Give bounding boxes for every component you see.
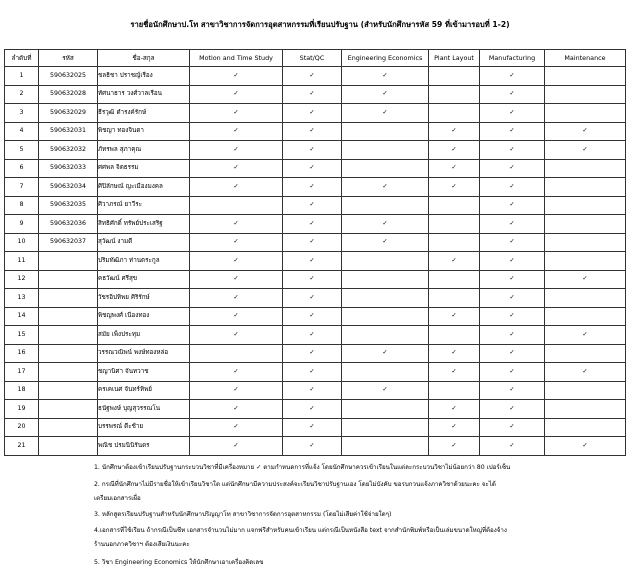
check-mark-plant-layout: ✓ — [429, 252, 480, 271]
student-name: บรรพรณ์ ดีะช้าย — [98, 418, 190, 437]
check-mark-stat-qc: ✓ — [283, 400, 342, 419]
check-mark-engineering-economics: ✓ — [342, 233, 429, 252]
check-mark-plant-layout: ✓ — [429, 307, 480, 326]
check-mark-manufacturing: ✓ — [480, 141, 545, 160]
table-row — [5, 289, 626, 308]
student-name: วรรณวณิพน์ พงษ์ทองหล่อ — [98, 344, 190, 363]
table-row — [5, 252, 626, 271]
check-mark-stat-qc: ✓ — [283, 289, 342, 308]
student-id — [39, 252, 98, 271]
check-mark-stat-qc: ✓ — [283, 363, 342, 382]
check-mark-motion-time-study: ✓ — [190, 289, 283, 308]
empty-cell-plant-layout — [429, 326, 480, 345]
student-name: ทัศนาธาร วงศ์วาลเรือน — [98, 85, 190, 104]
empty-cell-maintenance — [545, 344, 626, 363]
check-mark-plant-layout: ✓ — [429, 159, 480, 178]
note-4-cont: ร้านนอกภาควิชาฯ ต้องเสียเงินนะคะ — [94, 541, 190, 548]
check-mark-motion-time-study: ✓ — [190, 104, 283, 123]
empty-cell-engineering-economics — [342, 252, 429, 271]
header-stat-qc: Stat/QC — [283, 50, 342, 67]
check-mark-stat-qc: ✓ — [283, 178, 342, 197]
student-id — [39, 307, 98, 326]
check-mark-manufacturing: ✓ — [480, 85, 545, 104]
check-mark-motion-time-study: ✓ — [190, 381, 283, 400]
student-id: 590632029 — [39, 104, 98, 123]
check-mark-manufacturing: ✓ — [480, 307, 545, 326]
student-name: ชลธิชา ปราชญ์เรือง — [98, 67, 190, 86]
check-mark-plant-layout: ✓ — [429, 122, 480, 141]
student-id: 590632031 — [39, 122, 98, 141]
empty-cell-maintenance — [545, 233, 626, 252]
student-id: 590632032 — [39, 141, 98, 160]
header-motion-time-study: Motion and Time Study — [190, 50, 283, 67]
row-number: 14 — [5, 307, 39, 326]
student-id — [39, 289, 98, 308]
check-mark-stat-qc: ✓ — [283, 233, 342, 252]
student-name: คธวัฒน์ ศรีสุข — [98, 270, 190, 289]
header-no: ลำดับที่ — [5, 50, 39, 67]
student-name: ธนัฐพงษ์ บุญสุวรรณโน — [98, 400, 190, 419]
row-number: 6 — [5, 159, 39, 178]
check-mark-motion-time-study: ✓ — [190, 418, 283, 437]
row-number: 7 — [5, 178, 39, 197]
empty-cell-plant-layout — [429, 233, 480, 252]
row-number: 3 — [5, 104, 39, 123]
empty-cell-engineering-economics — [342, 141, 429, 160]
student-id: 590632037 — [39, 233, 98, 252]
check-mark-stat-qc: ✓ — [283, 67, 342, 86]
check-mark-stat-qc: ✓ — [283, 437, 342, 456]
check-mark-plant-layout: ✓ — [429, 363, 480, 382]
student-name: สมัย เพ็งประทุม — [98, 326, 190, 345]
check-mark-manufacturing: ✓ — [480, 67, 545, 86]
header-name: ชื่อ-สกุล — [98, 50, 190, 67]
empty-cell-plant-layout — [429, 381, 480, 400]
check-mark-plant-layout: ✓ — [429, 437, 480, 456]
empty-cell-plant-layout — [429, 215, 480, 234]
empty-cell-maintenance — [545, 307, 626, 326]
check-mark-manufacturing: ✓ — [480, 215, 545, 234]
check-mark-engineering-economics: ✓ — [342, 85, 429, 104]
note-5: 5. วิชา Engineering Economics ให้นักศึกษาเอาเครื่องคิดเลข — [94, 559, 264, 566]
check-mark-stat-qc: ✓ — [283, 307, 342, 326]
check-mark-motion-time-study: ✓ — [190, 363, 283, 382]
check-mark-stat-qc: ✓ — [283, 141, 342, 160]
row-number: 18 — [5, 381, 39, 400]
row-number: 4 — [5, 122, 39, 141]
student-name: ศิวาภรณ์ ยาวีระ — [98, 196, 190, 215]
empty-cell-motion-time-study — [190, 344, 283, 363]
student-name: วัชรอิปทิพย ศิริรักษ์ — [98, 289, 190, 308]
check-mark-stat-qc: ✓ — [283, 104, 342, 123]
check-mark-maintenance: ✓ — [545, 437, 626, 456]
table-row — [5, 270, 626, 289]
empty-cell-maintenance — [545, 104, 626, 123]
student-id — [39, 418, 98, 437]
student-id — [39, 270, 98, 289]
check-mark-manufacturing: ✓ — [480, 196, 545, 215]
row-number: 11 — [5, 252, 39, 271]
table-row — [5, 307, 626, 326]
check-mark-motion-time-study: ✓ — [190, 215, 283, 234]
header-plant-layout: Plant Layout — [429, 50, 480, 67]
table-row — [5, 104, 626, 123]
empty-cell-motion-time-study — [190, 196, 283, 215]
check-mark-maintenance: ✓ — [545, 363, 626, 382]
check-mark-manufacturing: ✓ — [480, 437, 545, 456]
student-id: 590632036 — [39, 215, 98, 234]
student-id: 590632035 — [39, 196, 98, 215]
empty-cell-engineering-economics — [342, 363, 429, 382]
table-row — [5, 400, 626, 419]
empty-cell-maintenance — [545, 178, 626, 197]
note-2: 2. กรณีที่นักศึกษาไม่มีรายชื่อให้เข้าเรียนวิชาใด แต่นักศึกษามีความประสงค์จะเรียนวิชาปรับฐานเอง โดยไม่บังคับ ขอรบกวนแจ้งภาควิชาด้วยนะคะ จะได้ — [94, 481, 496, 488]
empty-cell-plant-layout — [429, 104, 480, 123]
empty-cell-maintenance — [545, 159, 626, 178]
student-name: ภัทรพล สุภาคุณ — [98, 141, 190, 160]
check-mark-manufacturing: ✓ — [480, 381, 545, 400]
empty-cell-engineering-economics — [342, 122, 429, 141]
check-mark-manufacturing: ✓ — [480, 344, 545, 363]
table-row — [5, 326, 626, 345]
check-mark-engineering-economics: ✓ — [342, 67, 429, 86]
check-mark-stat-qc: ✓ — [283, 270, 342, 289]
check-mark-manufacturing: ✓ — [480, 289, 545, 308]
check-mark-motion-time-study: ✓ — [190, 252, 283, 271]
table-row — [5, 67, 626, 86]
check-mark-manufacturing: ✓ — [480, 104, 545, 123]
table-row — [5, 381, 626, 400]
check-mark-manufacturing: ✓ — [480, 326, 545, 345]
note-3: 3. หลักสูตรเรียนปรับฐานสำหรับนักศึกษาปริญญาโท สาขาวิชาการจัดการอุตสาหกรรม (โดยไม่เสียค่าใช้จ่ายใดๆ) — [94, 511, 392, 518]
check-mark-plant-layout: ✓ — [429, 141, 480, 160]
check-mark-motion-time-study: ✓ — [190, 233, 283, 252]
check-mark-motion-time-study: ✓ — [190, 141, 283, 160]
check-mark-stat-qc: ✓ — [283, 418, 342, 437]
student-id: 590632028 — [39, 85, 98, 104]
check-mark-engineering-economics: ✓ — [342, 104, 429, 123]
student-name: พิชญพงศ์ เนืองทอง — [98, 307, 190, 326]
table-row — [5, 418, 626, 437]
table-row — [5, 178, 626, 197]
check-mark-plant-layout: ✓ — [429, 344, 480, 363]
student-name: สิทธิศักดิ์ ทรัพย์ประเสริฐ — [98, 215, 190, 234]
table-header-row — [5, 50, 626, 67]
table-body — [5, 67, 626, 456]
header-maintenance: Maintenance — [545, 50, 626, 67]
check-mark-plant-layout: ✓ — [429, 418, 480, 437]
table-row — [5, 215, 626, 234]
table-row — [5, 196, 626, 215]
check-mark-maintenance: ✓ — [545, 122, 626, 141]
student-roster-table — [4, 49, 626, 456]
header-engineering-economics: Engineering Economics — [342, 50, 429, 67]
empty-cell-maintenance — [545, 67, 626, 86]
table-row — [5, 233, 626, 252]
check-mark-motion-time-study: ✓ — [190, 159, 283, 178]
student-id — [39, 326, 98, 345]
check-mark-manufacturing: ✓ — [480, 270, 545, 289]
check-mark-engineering-economics: ✓ — [342, 344, 429, 363]
check-mark-engineering-economics: ✓ — [342, 381, 429, 400]
row-number: 8 — [5, 196, 39, 215]
check-mark-engineering-economics: ✓ — [342, 178, 429, 197]
student-id: 590632034 — [39, 178, 98, 197]
empty-cell-plant-layout — [429, 196, 480, 215]
empty-cell-maintenance — [545, 381, 626, 400]
student-name: พิชญา ทองจินดา — [98, 122, 190, 141]
empty-cell-plant-layout — [429, 85, 480, 104]
row-number: 17 — [5, 363, 39, 382]
empty-cell-engineering-economics — [342, 307, 429, 326]
empty-cell-engineering-economics — [342, 400, 429, 419]
check-mark-motion-time-study: ✓ — [190, 437, 283, 456]
row-number: 21 — [5, 437, 39, 456]
student-name: ธีรวุฒิ ดำรงค์รักษ์ — [98, 104, 190, 123]
table-row — [5, 85, 626, 104]
empty-cell-engineering-economics — [342, 326, 429, 345]
check-mark-manufacturing: ✓ — [480, 122, 545, 141]
row-number: 9 — [5, 215, 39, 234]
check-mark-maintenance: ✓ — [545, 270, 626, 289]
check-mark-plant-layout: ✓ — [429, 400, 480, 419]
table-row — [5, 437, 626, 456]
student-id: 590632025 — [39, 67, 98, 86]
check-mark-motion-time-study: ✓ — [190, 178, 283, 197]
check-mark-manufacturing: ✓ — [480, 252, 545, 271]
empty-cell-plant-layout — [429, 289, 480, 308]
check-mark-motion-time-study: ✓ — [190, 326, 283, 345]
empty-cell-engineering-economics — [342, 437, 429, 456]
student-name: พณิช ปรมนินิรันดร — [98, 437, 190, 456]
row-number: 19 — [5, 400, 39, 419]
row-number: 13 — [5, 289, 39, 308]
student-id — [39, 381, 98, 400]
table-row — [5, 122, 626, 141]
empty-cell-engineering-economics — [342, 196, 429, 215]
table-row — [5, 344, 626, 363]
check-mark-maintenance: ✓ — [545, 326, 626, 345]
check-mark-stat-qc: ✓ — [283, 326, 342, 345]
table-row — [5, 159, 626, 178]
student-id: 590632033 — [39, 159, 98, 178]
empty-cell-plant-layout — [429, 270, 480, 289]
check-mark-manufacturing: ✓ — [480, 233, 545, 252]
empty-cell-plant-layout — [429, 67, 480, 86]
empty-cell-maintenance — [545, 418, 626, 437]
student-id — [39, 437, 98, 456]
row-number: 20 — [5, 418, 39, 437]
check-mark-stat-qc: ✓ — [283, 381, 342, 400]
note-2-cont: เตรียมเอกสารเผื่อ — [94, 495, 141, 502]
student-id — [39, 344, 98, 363]
check-mark-stat-qc: ✓ — [283, 215, 342, 234]
check-mark-engineering-economics: ✓ — [342, 215, 429, 234]
row-number: 16 — [5, 344, 39, 363]
check-mark-stat-qc: ✓ — [283, 252, 342, 271]
check-mark-stat-qc: ✓ — [283, 159, 342, 178]
check-mark-motion-time-study: ✓ — [190, 67, 283, 86]
check-mark-plant-layout: ✓ — [429, 178, 480, 197]
empty-cell-engineering-economics — [342, 270, 429, 289]
check-mark-motion-time-study: ✓ — [190, 122, 283, 141]
check-mark-motion-time-study: ✓ — [190, 85, 283, 104]
student-name: ชญานิศา จันทวาช — [98, 363, 190, 382]
check-mark-manufacturing: ✓ — [480, 363, 545, 382]
student-name: ปริมทัฒิภา ท่านตระกูล — [98, 252, 190, 271]
empty-cell-maintenance — [545, 196, 626, 215]
check-mark-stat-qc: ✓ — [283, 196, 342, 215]
empty-cell-engineering-economics — [342, 159, 429, 178]
empty-cell-maintenance — [545, 215, 626, 234]
header-manufacturing: Manufacturing — [480, 50, 545, 67]
note-1: 1. นักศึกษาต้องเข้าเรียนปรับฐานกระบวนวิชาที่มีเครื่องหมาย ✓ ตามกำหนดการที่แจ้ง โดยนักศึกษาควรเข้าเรียนในแต่ละกระบวนวิชาไม่น้อยกว่า 80 เปอร์เซ็น — [94, 464, 511, 471]
empty-cell-maintenance — [545, 85, 626, 104]
row-number: 1 — [5, 67, 39, 86]
row-number: 12 — [5, 270, 39, 289]
empty-cell-engineering-economics — [342, 289, 429, 308]
student-id — [39, 363, 98, 382]
check-mark-motion-time-study: ✓ — [190, 307, 283, 326]
note-4: 4.เอกสารที่ใช้เรียน ถ้ากรณีเป็นชีท เอกสารจำนวนไม่มาก แจกฟรีสำหรับคนเข้าเรียน แต่กรณีเป็นหนังสือ text จากสำนักพิมพ์หรือเป็นเล่มขนาดใหญ่ที่ต้องจ้าง — [94, 527, 507, 534]
check-mark-motion-time-study: ✓ — [190, 400, 283, 419]
row-number: 5 — [5, 141, 39, 160]
row-number: 15 — [5, 326, 39, 345]
check-mark-stat-qc: ✓ — [283, 344, 342, 363]
check-mark-manufacturing: ✓ — [480, 178, 545, 197]
empty-cell-maintenance — [545, 289, 626, 308]
check-mark-motion-time-study: ✓ — [190, 270, 283, 289]
student-id — [39, 400, 98, 419]
student-name: ครเคเนศ จันทร์ทิพย์ — [98, 381, 190, 400]
table-row — [5, 363, 626, 382]
table-row — [5, 141, 626, 160]
empty-cell-maintenance — [545, 400, 626, 419]
header-id: รหัส — [39, 50, 98, 67]
document-title: รายชื่อนักศึกษาป.โท สาขาวิชาการจัดการอุตสาหกรรมที่เรียนปรับฐาน (สำหรับนักศึกษารหัส 59 ที่เข้ามารอบที่ 1-2) — [130, 20, 510, 29]
empty-cell-engineering-economics — [342, 418, 429, 437]
check-mark-maintenance: ✓ — [545, 141, 626, 160]
student-name: ศศพล จิตธรรม — [98, 159, 190, 178]
check-mark-manufacturing: ✓ — [480, 400, 545, 419]
student-name: ศิปิลักษณ์ ญะเมืองมงคล — [98, 178, 190, 197]
check-mark-stat-qc: ✓ — [283, 85, 342, 104]
row-number: 10 — [5, 233, 39, 252]
check-mark-stat-qc: ✓ — [283, 122, 342, 141]
row-number: 2 — [5, 85, 39, 104]
check-mark-manufacturing: ✓ — [480, 418, 545, 437]
empty-cell-maintenance — [545, 252, 626, 271]
check-mark-manufacturing: ✓ — [480, 159, 545, 178]
student-name: สุวัฒน์ งามดี — [98, 233, 190, 252]
